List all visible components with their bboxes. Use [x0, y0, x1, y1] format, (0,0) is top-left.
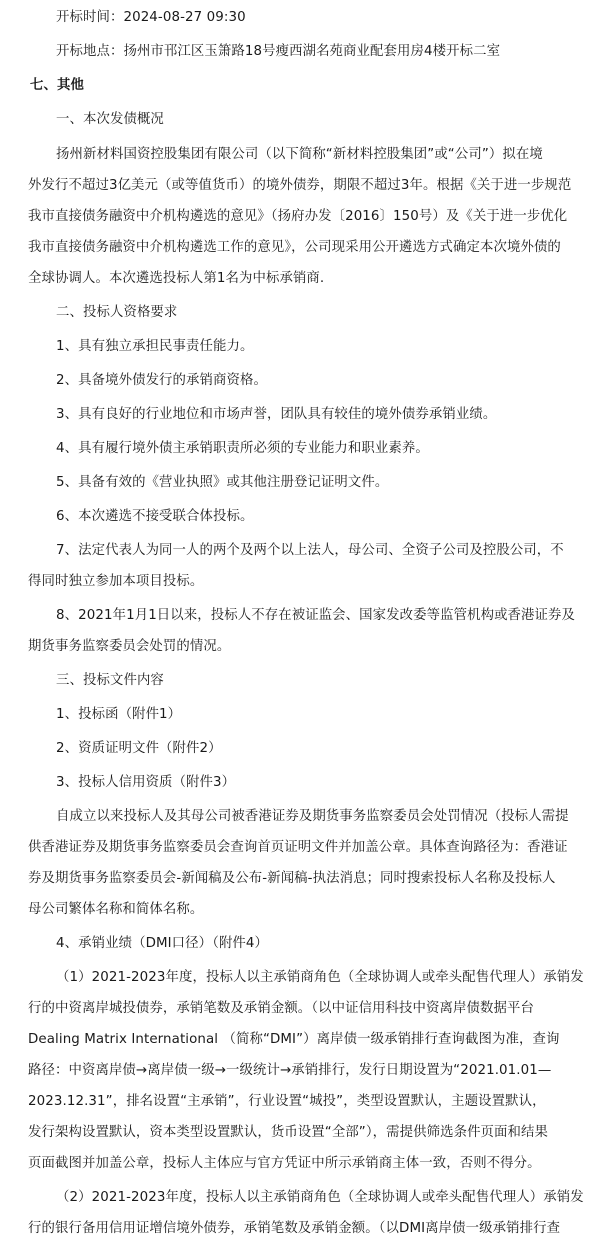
text-line: 期货事务监察委员会处罚的情况。 [28, 639, 231, 654]
text-line: 2、资质证明文件（附件2） [56, 741, 222, 756]
text-line: 券及期货事务监察委员会-新闻稿及公布-新闻稿-执法消息；同时搜索投标人名称及投标人 [28, 871, 556, 886]
text-line: 1、具有独立承担民事责任能力。 [56, 339, 254, 354]
text-line: 4、具有履行境外债主承销职责所必须的专业能力和职业素养。 [56, 441, 429, 456]
text-line: 三、投标文件内容 [56, 673, 164, 688]
text-line: 7、法定代表人为同一人的两个及两个以上法人，母公司、全资子公司及控股公司，不 [56, 543, 564, 558]
text-line: Dealing Matrix International （简称“DMI”）离岸债一级承销排行查询截图为准，查询 [28, 1032, 560, 1047]
text-line: 6、本次遴选不接受联合体投标。 [56, 509, 254, 524]
text-line: 我市直接债务融资中介机构遴选工作的意见》，公司现采用公开遴选方式确定本次境外债的 [28, 240, 561, 255]
text-line: （1）2021-2023年度，投标人以主承销商角色（全球协调人或牵头配售代理人）承销发 [56, 970, 584, 985]
text-line: 2023.12.31”，排名设置“主承销”，行业设置“城投”，类型设置默认，主题设置默认， [28, 1094, 546, 1109]
text-line: 供香港证券及期货事务监察委员会查询首页证明文件并加盖公章。具体查询路径为：香港证 [28, 840, 568, 855]
text-line: 行的银行备用信用证增信境外债券，承销笔数及承销金额。（以DMI离岸债一级承销排行查 [28, 1221, 561, 1236]
text-line: 5、具备有效的《营业执照》或其他注册登记证明文件。 [56, 475, 389, 490]
text-line: （2）2021-2023年度，投标人以主承销商角色（全球协调人或牵头配售代理人）承销发 [56, 1190, 584, 1205]
text-line: 路径：中资离岸债→离岸债一级→一级统计→承销排行，发行日期设置为“2021.01.01— [28, 1063, 552, 1078]
text-line: 自成立以来投标人及其母公司被香港证券及期货事务监察委员会处罚情况（投标人需提 [56, 809, 569, 824]
section-heading: 七、其他 [30, 78, 84, 93]
text-line: 页面截图并加盖公章，投标人主体应与官方凭证中所示承销商主体一致，否则不得分。 [28, 1156, 541, 1171]
text-line: 一、本次发债概况 [56, 112, 164, 127]
text-line: 3、具有良好的行业地位和市场声誉，团队具有较佳的境外债券承销业绩。 [56, 407, 497, 422]
text-line: 得同时独立参加本项目投标。 [28, 574, 204, 589]
text-line: 我市直接债务融资中介机构遴选的意见》（扬府办发〔2016〕150号）及《关于进一步优化 [28, 209, 568, 224]
text-line: 3、投标人信用资质（附件3） [56, 775, 236, 790]
text-line: 开标地点：扬州市邗江区玉箫路18号瘦西湖名苑商业配套用房4楼开标二室 [56, 44, 501, 59]
text-line: 行的中资离岸城投债券，承销笔数及承销金额。（以中证信用科技中资离岸债数据平台 [28, 1001, 534, 1016]
text-line: 8、2021年1月1日以来，投标人不存在被证监会、国家发改委等监管机构或香港证券及 [56, 608, 576, 623]
text-line: 1、投标函（附件1） [56, 707, 182, 722]
text-line: 全球协调人。本次遴选投标人第1名为中标承销商. [28, 271, 325, 286]
text-line: 发行架构设置默认，资本类型设置默认，货币设置“全部”），需提供筛选条件页面和结果 [28, 1125, 549, 1140]
text-line: 2、具备境外债发行的承销商资格。 [56, 373, 267, 388]
text-line: 扬州新材料国资控股集团有限公司（以下简称“新材料控股集团”或“公司”）拟在境 [56, 147, 543, 162]
text-line: 开标时间：2024-08-27 09:30 [56, 10, 246, 25]
text-line: 4、承销业绩（DMI口径）（附件4） [56, 936, 269, 951]
text-line: 外发行不超过3亿美元（或等值货币）的境外债券，期限不超过3年。根据《关于进一步规范 [28, 178, 572, 193]
text-line: 二、投标人资格要求 [56, 305, 178, 320]
text-line: 母公司繁体名称和简体名称。 [28, 902, 204, 917]
